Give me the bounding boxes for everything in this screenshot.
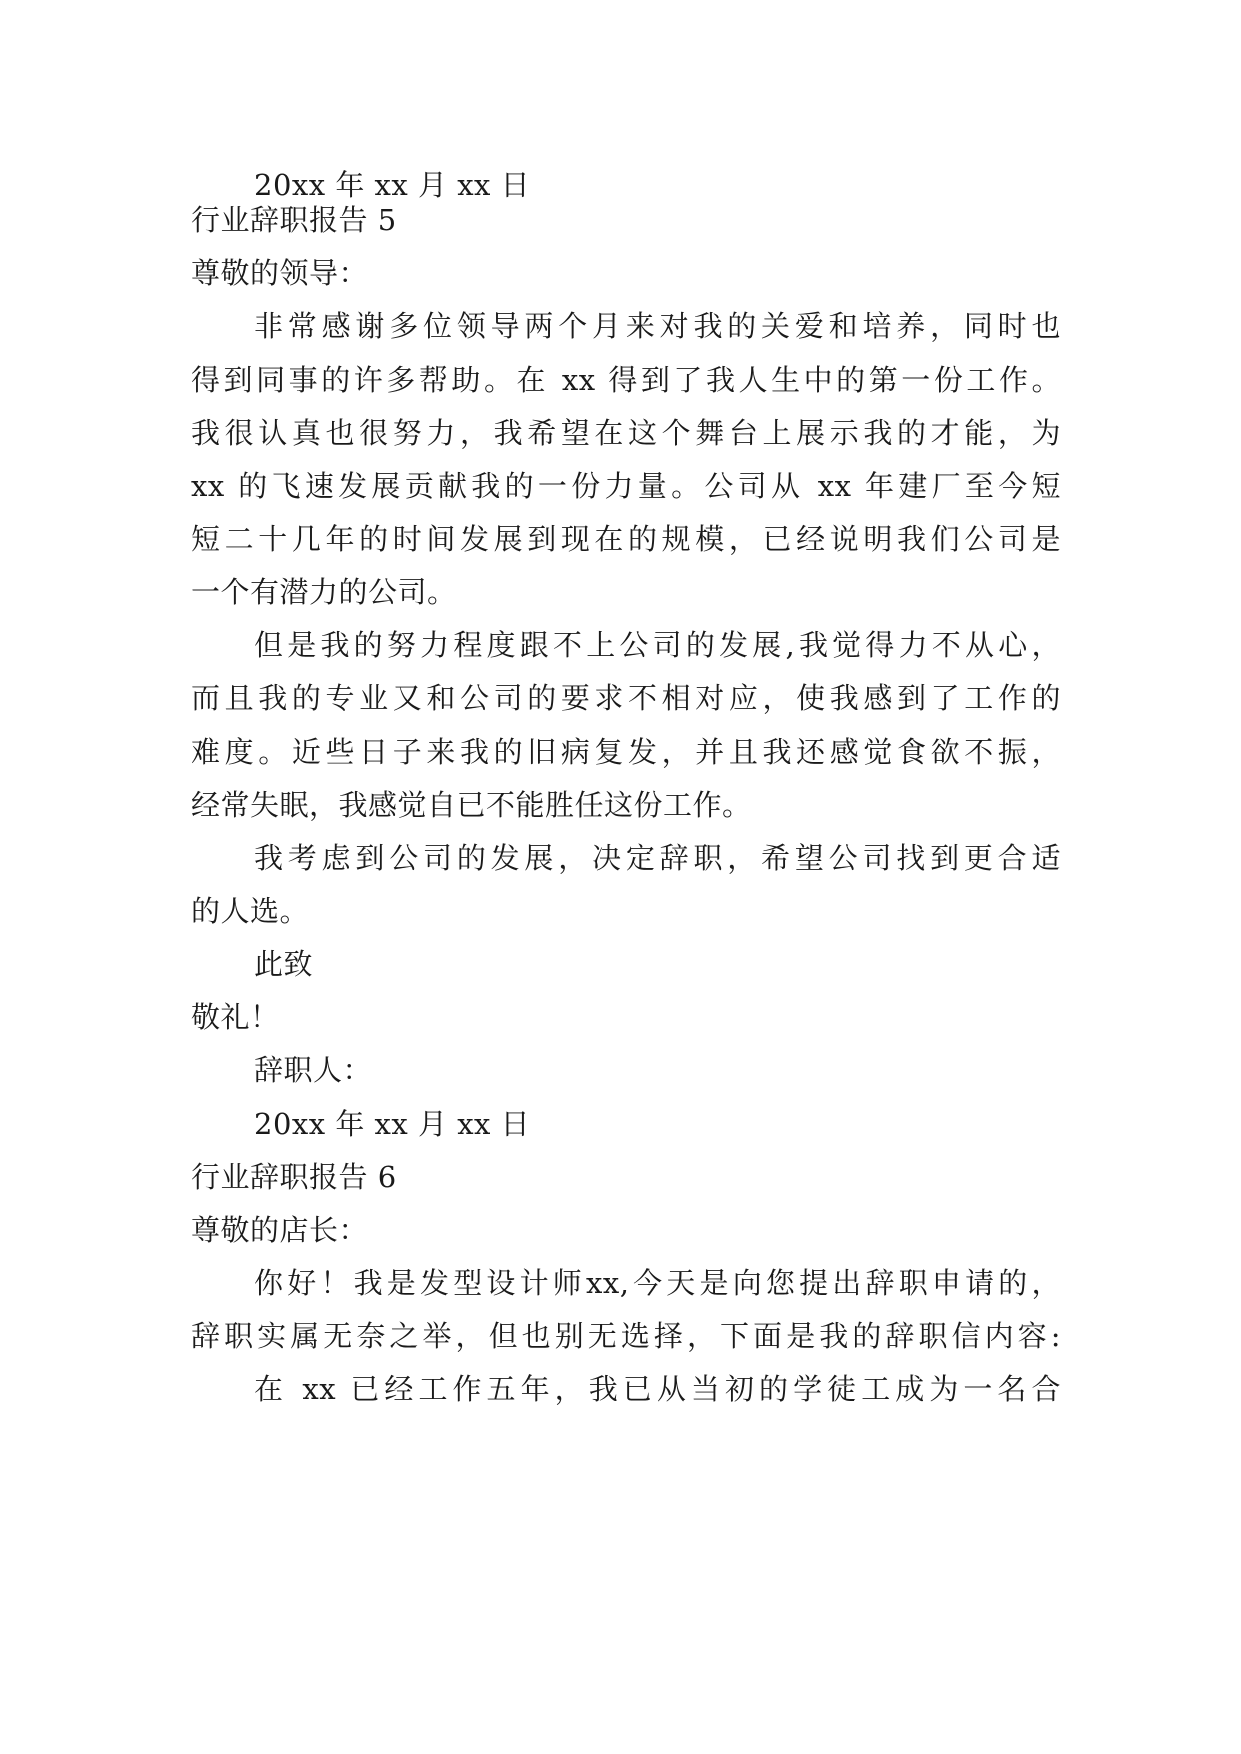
salutation: 尊敬的领导： (191, 256, 369, 290)
body-line: xx 的飞速发展贡献我的一份力量。公司从 xx 年建厂至今短 (191, 469, 1061, 503)
body-line: 非常感谢多位领导两个月来对我的关爱和培养，同时也 (254, 309, 1061, 343)
salutation: 尊敬的店长： (191, 1213, 369, 1247)
body-line: 经常失眠，我感觉自已不能胜任这份工作。 (191, 788, 752, 822)
closing-line: 敬礼！ (191, 1000, 280, 1034)
body-line: 而且我的专业又和公司的要求不相对应，使我感到了工作的 (191, 681, 1061, 715)
signature-line: 辞职人： (254, 1053, 373, 1087)
body-line: 难度。近些日子来我的旧病复发，并且我还感觉食欲不振， (191, 735, 1061, 769)
date-line: 20xx 年 xx 月 xx 日 (254, 1107, 531, 1141)
body-line: 但是我的努力程度跟不上公司的发展,我觉得力不从心， (254, 628, 1061, 662)
body-line: 得到同事的许多帮助。在 xx 得到了我人生中的第一份工作。 (191, 363, 1061, 397)
body-line: 我考虑到公司的发展，决定辞职，希望公司找到更合适 (254, 841, 1061, 875)
body-line: 你好！我是发型设计师xx,今天是向您提出辞职申请的， (254, 1266, 1061, 1300)
section-title: 行业辞职报告 6 (191, 1160, 397, 1194)
body-line: 短二十几年的时间发展到现在的规模，已经说明我们公司是 (191, 522, 1061, 556)
body-line: 辞职实属无奈之举，但也别无选择，下面是我的辞职信内容: (191, 1319, 1061, 1353)
closing-line: 此致 (254, 947, 314, 981)
body-line: 的人选。 (191, 894, 310, 928)
section-title: 行业辞职报告 5 (191, 203, 397, 237)
body-line: 一个有潜力的公司。 (191, 575, 457, 609)
date-line: 20xx 年 xx 月 xx 日 (254, 168, 531, 202)
body-line: 在 xx 已经工作五年，我已从当初的学徒工成为一名合 (254, 1372, 1061, 1406)
body-line: 我很认真也很努力，我希望在这个舞台上展示我的才能，为 (191, 416, 1061, 450)
